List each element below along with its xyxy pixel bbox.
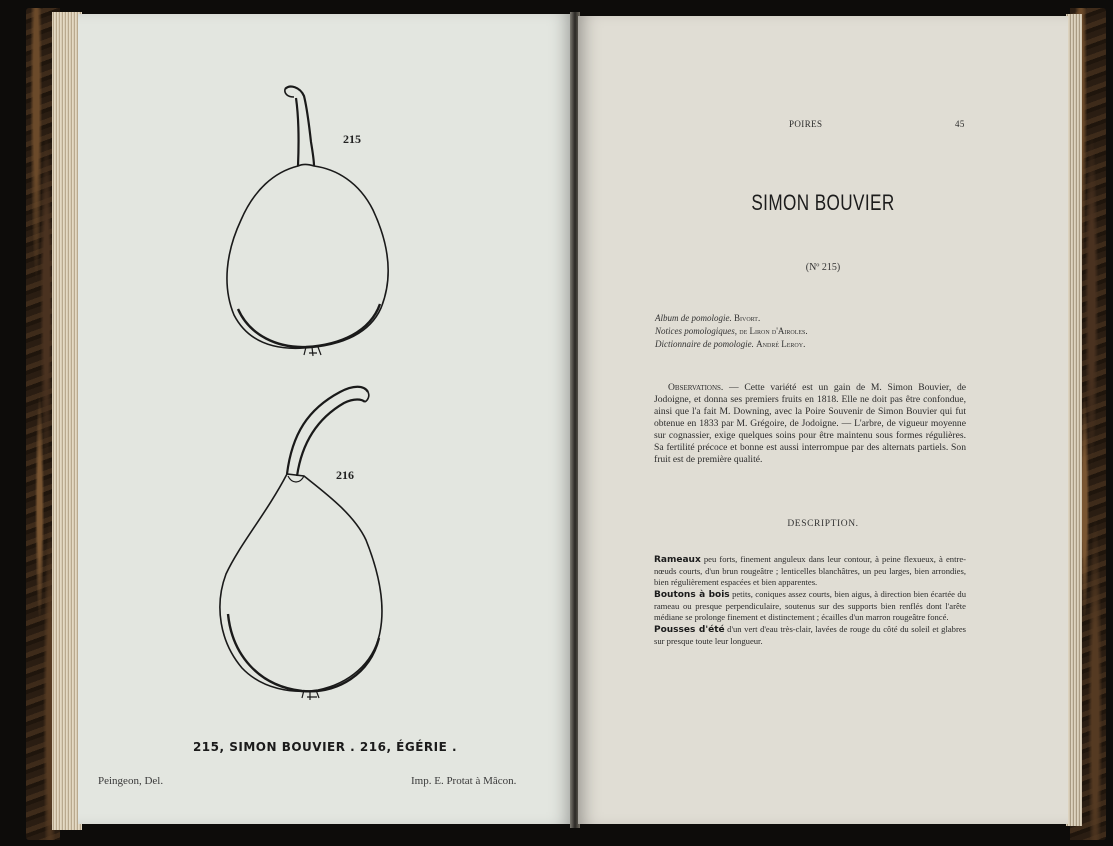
- variety-number: (Nº 215): [805, 262, 841, 273]
- pear-216-drawing: [220, 387, 382, 700]
- credit-artist: Peingeon, Del.: [98, 775, 164, 787]
- plate-caption: 215, SIMON BOUVIER . 216, ÉGÉRIE .: [192, 740, 458, 754]
- description-item: [654, 624, 966, 647]
- description-text: petits, coniques assez courts, bien aigus, à direction bien écartée du rameau ou presque perpendiculaire, soutenus sur des supports bien renflés dont l'arête médiane se prolonge finement et distinctement ; écailles d'un marron rougeâtre foncé.: [654, 589, 967, 622]
- description-body: [654, 554, 966, 648]
- page-number: 45: [955, 119, 965, 129]
- description-term: Boutons à bois: [654, 590, 730, 600]
- observations-text: — Cette variété est un gain de M. Simon Bouvier, de Jodoigne, et donna ses premiers fruits en 1818. Elle ne doit pas être confondue, ainsi que l'a fait M. Downing, avec la Poire Souvenir de Simon Bouvier qui fut obtenue en 1833 par M. Grégoire, de Jodoigne. — L'arbre, de vigueur moyenne sur cognassier, exige quelques soins pour être maintenu sous formes régulières. Sa fertilité précoce et bonne est aussi interrompue par des alternats partiels. Son fruit est de première qualité.: [654, 382, 966, 465]
- pear-illustrations: [78, 14, 572, 824]
- description-term: Pousses d'été: [654, 625, 725, 635]
- description-text: peu forts, finement anguleux dans leur contour, à peine flexueux, à entre-nœuds courts, d'un brun rougeâtre ; lenticelles blanchâtres, un peu larges, bien arrondies, bien régulièrement espacées et bien apparentes.: [654, 554, 966, 587]
- description-item: [654, 554, 966, 588]
- reference-item: Dictionnaire de pomologie. André Leroy.: [655, 339, 806, 349]
- credit-printer: Imp. E. Protat à Mâcon.: [411, 775, 517, 787]
- reference-item: Album de pomologie. Bivort.: [655, 313, 761, 323]
- page-edges-right: [1066, 14, 1082, 826]
- references-list: [655, 312, 808, 351]
- description-item: [654, 589, 966, 623]
- figure-number-216: 216: [336, 468, 354, 482]
- description-term: Rameaux: [654, 555, 701, 565]
- page-title: SIMON BOUVIER: [751, 190, 895, 215]
- observations-label: Observations.: [668, 382, 724, 393]
- running-head: POIRES: [789, 119, 823, 129]
- text-page: [578, 16, 1068, 824]
- pear-215-drawing: [227, 87, 388, 356]
- description-text: d'un vert d'eau très-clair, lavées de rouge du côté du soleil et glabres sur presque toute leur longueur.: [654, 624, 966, 646]
- plate-page: [78, 14, 572, 824]
- reference-item: Notices pomologiques, de Liron d'Airoles.: [655, 326, 808, 336]
- observations-paragraph: [654, 382, 966, 466]
- figure-number-215: 215: [343, 132, 361, 146]
- description-heading: DESCRIPTION.: [787, 519, 859, 529]
